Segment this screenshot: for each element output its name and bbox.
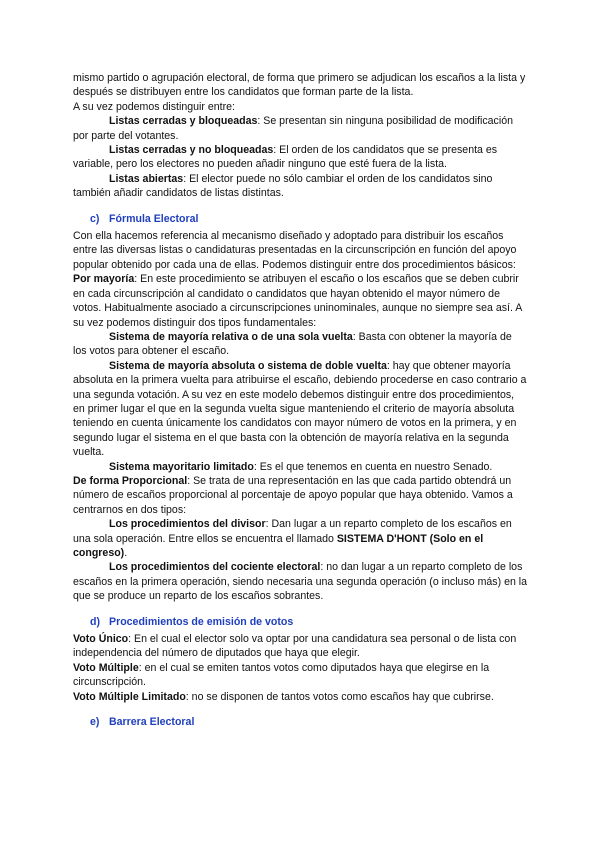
term: Sistema de mayoría relativa o de una sola vuelta	[109, 330, 353, 343]
section-letter: d)	[90, 615, 100, 628]
term: Voto Único	[73, 633, 129, 646]
paragraph: A su vez podemos distinguir entre:	[73, 100, 235, 113]
term: Voto Múltiple Limitado	[73, 690, 186, 703]
term: Listas abiertas	[109, 172, 184, 185]
definition: : Se trata de una representación en las que cada partido obtendrá un número de escaños proporcional al porcentaje de apoyo popular que haya obtenido. Vamos a centrarnos en dos tipos:	[73, 474, 513, 516]
list-item	[73, 172, 528, 201]
term: Listas cerradas y no bloqueadas	[109, 144, 274, 157]
list-item	[73, 560, 528, 603]
definition: : Dan lugar a un reparto completo de los escaños en una sola operación. Entre ellos se encuentra el llamado	[73, 518, 512, 545]
definition: : no dan lugar a un reparto completo de los escaños en la primera operación, siendo necesaria una segunda operación (o incluso más) en la que se produce un reparto de los escaños sobrantes.	[73, 561, 528, 603]
definition: : Se presentan sin ninguna posibilidad de modificación por parte del votantes.	[73, 115, 513, 142]
term: Por mayoría	[73, 273, 135, 286]
term: Voto Múltiple	[73, 661, 139, 674]
list-item	[73, 517, 528, 560]
paragraph: Con ella hacemos referencia al mecanismo diseñado y adoptado para distribuir los escaños entre las diversas listas o candidaturas presentadas en la circunscripción en función del apoyo popular obtenido por cada una de ellas. Podemos distinguir entre dos procedimientos básicos:	[73, 230, 517, 271]
paragraph	[73, 690, 528, 704]
definition: : En este procedimiento se atribuyen el escaño o los escaños que se deben cubrir en cada circunscripción al candidato o candidatos que hayan obtenido el mayor número de votos. Habitualmente asociado a circunscripciones uninominales, aunque no siempre sea así. A su vez podemos distinguir dos tipos fundamentales:	[73, 273, 522, 329]
list-item	[73, 143, 528, 172]
definition: : en el cual se emiten tantos votos como diputados haya que elegirse en la circunscripción.	[73, 661, 490, 689]
paragraph	[73, 474, 528, 517]
section-title: Procedimientos de emisión de votos	[109, 615, 294, 628]
paragraph	[73, 661, 528, 690]
term: Los procedimientos del cociente electoral	[109, 561, 321, 574]
list-item	[73, 359, 528, 460]
emphasis: SISTEMA D'HONT (Solo en el congreso)	[73, 532, 484, 559]
term: Sistema de mayoría absoluta o sistema de doble vuelta	[109, 359, 387, 372]
section-letter: c)	[90, 212, 100, 225]
section-title: Fórmula Electoral	[109, 212, 199, 225]
term: Los procedimientos del divisor	[109, 518, 266, 531]
section-heading-c	[90, 212, 528, 226]
paragraph	[73, 632, 528, 661]
section-letter: e)	[90, 716, 100, 729]
punctuation: .	[124, 547, 128, 559]
term: Listas cerradas y bloqueadas	[109, 115, 258, 128]
definition: : no se disponen de tantos votos como escaños hay que cubrirse.	[185, 690, 494, 703]
definition: : En el cual el elector solo va optar por una candidatura sea personal o de lista con independencia del número de diputados que haya que elegir.	[73, 633, 517, 660]
section-heading-e	[90, 715, 528, 729]
term: De forma Proporcional	[73, 474, 188, 487]
section-title: Barrera Electoral	[109, 716, 195, 729]
section-heading-d	[90, 615, 528, 629]
definition: : El orden de los candidatos que se presenta es variable, pero los electores no pueden añadir ninguno que esté fuera de la lista.	[73, 144, 498, 171]
paragraph	[73, 272, 528, 330]
document-page	[73, 71, 528, 732]
term: Sistema mayoritario limitado	[109, 460, 254, 473]
definition: : Basta con obtener la mayoría de los votos para obtener el escaño.	[73, 330, 512, 358]
definition: : El elector puede no sólo cambiar el orden de los candidatos sino también añadir candidatos de listas distintas.	[73, 172, 493, 200]
paragraph: mismo partido o agrupación electoral, de forma que primero se adjudican los escaños a la lista y después se distribuyen entre los candidatos que forman parte de la lista.	[73, 72, 526, 99]
list-item	[73, 330, 528, 359]
definition: : hay que obtener mayoría absoluta en la primera vuelta para atribuirse el escaño, debiendo procederse en caso contrario a una segunda votación. A su vez en este modelo debemos distinguir entre dos procedimientos, en primer lugar el que en la segunda vuelta sigue manteniendo el criterio de mayoría absoluta teniendo en cuenta únicamente los candidatos con mayor número de votos en la primera, y en segundo lugar el sistema en el que basta con la obtención de mayoría relativa en la segunda vuelta.	[73, 359, 527, 459]
definition: : Es el que tenemos en cuenta en nuestro Senado.	[253, 460, 493, 473]
list-item	[73, 114, 528, 143]
list-item	[73, 460, 528, 474]
